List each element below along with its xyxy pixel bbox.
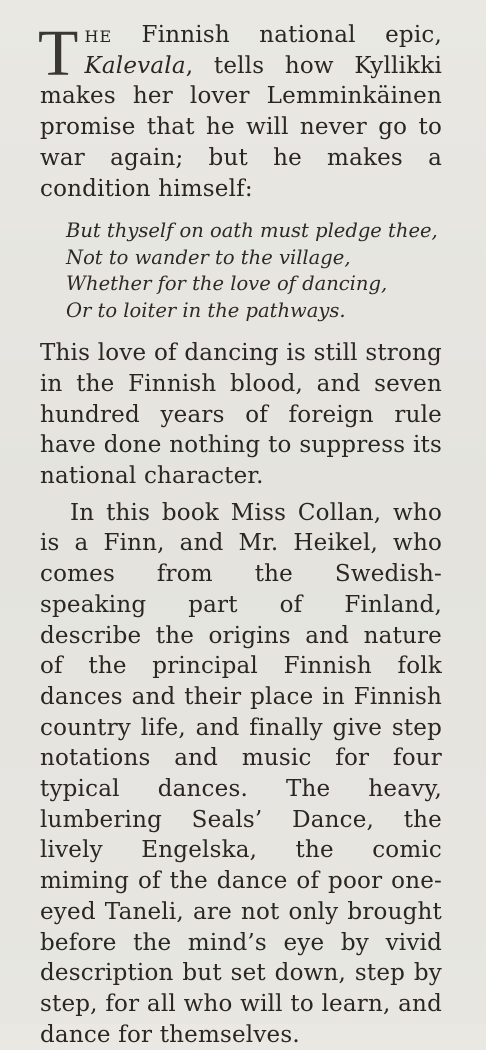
intro-paragraph xyxy=(40,0,442,204)
poem-line: Or to loiter in the pathways. xyxy=(66,298,346,322)
paragraph-dancing-love: This love of dancing is still strong in the Finnish blood, and seven hundred years of foreign rule have done nothing to suppress its national character. xyxy=(40,340,442,490)
epic-title: Kalevala xyxy=(84,52,186,79)
drop-cap: T xyxy=(38,17,79,90)
intro-text-b: , tells how Kyllikki makes her lover Lemminkäinen promise that he will never go to war again; but he makes a condition himself: xyxy=(40,52,442,202)
poem-quote xyxy=(66,218,442,324)
intro-smallcaps: he xyxy=(84,22,113,48)
paragraph-book-description: In this book Miss Collan, who is a Finn, and Mr. Heikel, who comes from the Swedish-speaking part of Finland, describe the origins and nature of the principal Finnish folk dances and their place in Finnish country life, and finally give step notations and music for four typical dances. The heavy, lumbering Seals’ Dance, the lively Engelska, the comic miming of the dance of poor one-eyed Taneli, are not only brought before the mind’s eye by vivid description but set down, step by step, for all who will to learn, and dance for themselves. xyxy=(40,499,442,1048)
poem-line: But thyself on oath must pledge thee, xyxy=(66,219,438,243)
intro-text-a: Finnish national epic, xyxy=(112,22,442,48)
poem-line: Whether for the love of dancing, xyxy=(66,272,388,296)
poem-line: Not to wander to the village, xyxy=(66,245,351,269)
